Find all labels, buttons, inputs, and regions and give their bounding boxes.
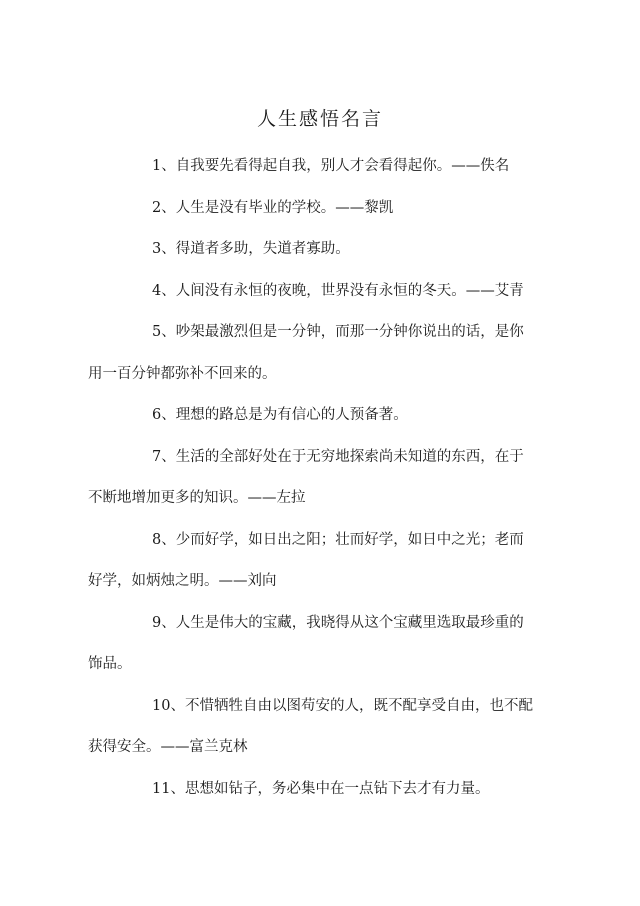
- list-item: [88, 395, 540, 437]
- list-item: [88, 769, 540, 811]
- quote-line: 11、思想如钻子，务必集中在一点钻下去才有力量。: [152, 780, 490, 797]
- list-item: [88, 686, 540, 769]
- quote-line: 8、少而好学，如日出之阳；壮而好学，如日中之光；老而: [152, 531, 524, 548]
- list-item: [88, 603, 540, 686]
- quote-line: 饰品。: [88, 656, 132, 672]
- list-item: [88, 229, 540, 271]
- list-item: [88, 146, 540, 188]
- list-item: [88, 520, 540, 603]
- quote-line: 4、人间没有永恒的夜晚，世界没有永恒的冬天。——艾青: [152, 282, 524, 299]
- quote-line: 好学，如炳烛之明。——刘向: [88, 573, 277, 589]
- quote-line: 不断地增加更多的知识。——左拉: [88, 490, 306, 506]
- page-title: 人生感悟名言: [256, 108, 383, 130]
- quote-line: 3、得道者多助，失道者寡助。: [152, 241, 350, 257]
- quote-line: 获得安全。——富兰克林: [88, 739, 248, 755]
- quote-line: 7、生活的全部好处在于无穷地探索尚未知道的东西，在于: [152, 448, 524, 465]
- list-item: [88, 188, 540, 230]
- quotes-list: [88, 146, 540, 810]
- quote-line: 9、人生是伟大的宝藏，我晓得从这个宝藏里选取最珍重的: [152, 614, 524, 631]
- quote-line: 用一百分钟都弥补不回来的。: [88, 365, 277, 382]
- quote-line: 1、自我要先看得起自我，别人才会看得起你。——佚名: [152, 158, 510, 174]
- list-item: [88, 437, 540, 520]
- list-item: [88, 271, 540, 313]
- quote-line: 5、吵架最激烈但是一分钟，而那一分钟你说出的话，是你: [152, 324, 524, 340]
- quote-line: 10、不惜牺牲自由以图苟安的人，既不配享受自由，也不配: [152, 697, 533, 714]
- quote-line: 6、理想的路总是为有信心的人预备著。: [152, 407, 408, 423]
- list-item: [88, 312, 540, 395]
- quote-line: 2、人生是没有毕业的学校。——黎凯: [152, 199, 394, 216]
